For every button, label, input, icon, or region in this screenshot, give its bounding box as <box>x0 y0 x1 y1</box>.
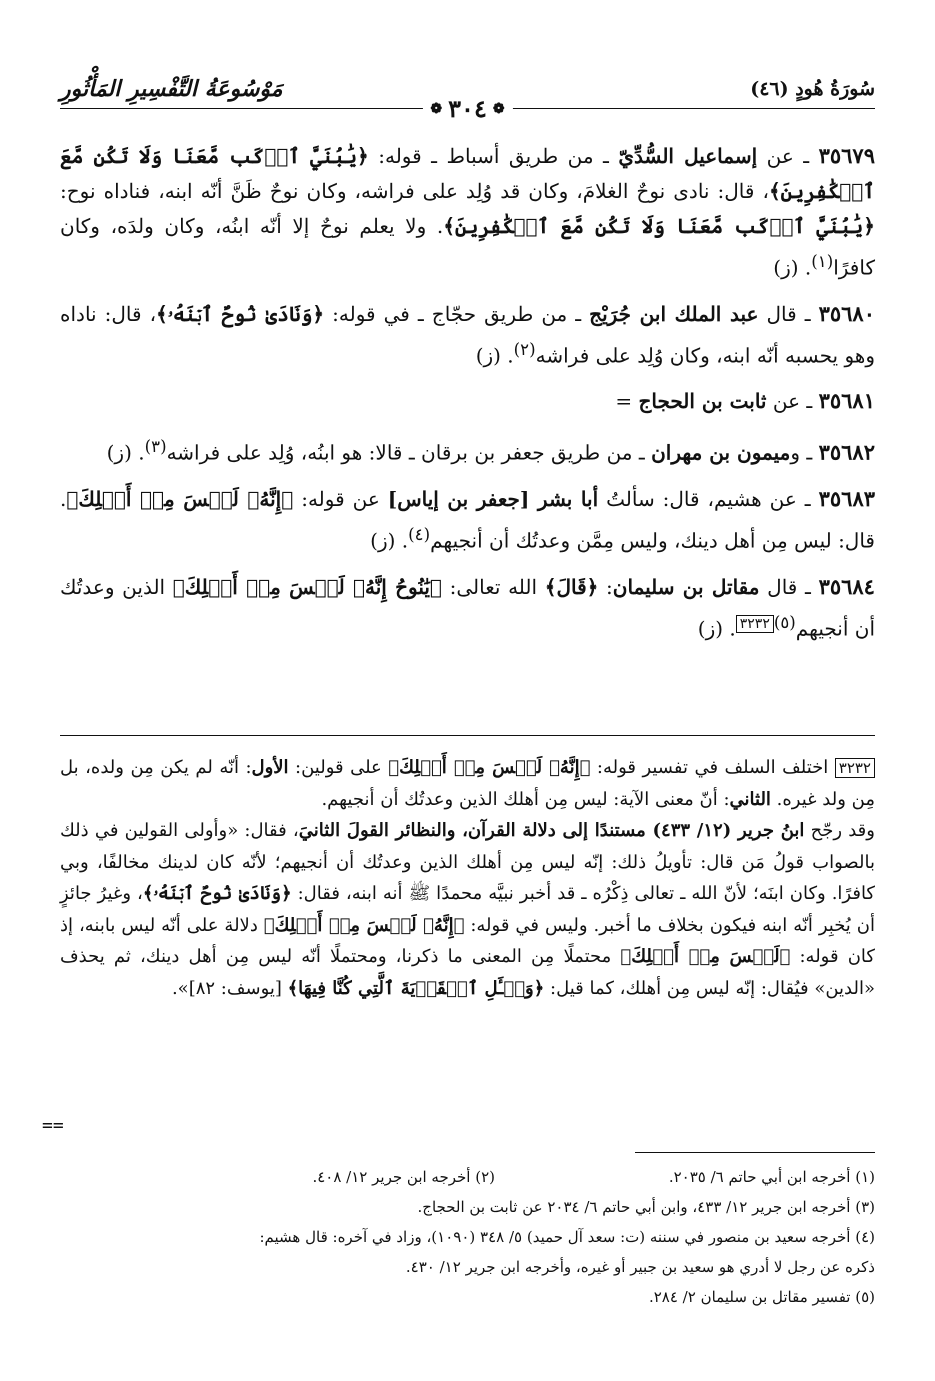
quran-quote: ﴿وَنَادَىٰ نُوحٌ ٱبۡنَهُۥ﴾ <box>142 883 292 904</box>
footnote-marker: (٣) <box>144 437 167 457</box>
entry <box>60 429 875 471</box>
commentary-text: [يوسف: ٨٢]». <box>171 977 288 999</box>
commentary-text: ، فقال: «وأولى القولين في ذلك بالصواب قولُ مَن قال: تأويلُ ذلك: إنّه ليس مِن أهلك الذين وعدتُك أن أنجيهم؛ لأنّه كان لدينك مخالفًا، وبي كافرًا. وكان ابنَه؛ لأنّ الله ـ تعالى ذِكْرُه ـ قد أخبر نبيَّه محمدًا ﷺ أنه ابنه، فقال: <box>60 820 876 904</box>
zawaid-tag: . (ز) <box>106 440 145 465</box>
section-divider <box>60 735 875 736</box>
entry-text: ـ قال <box>758 301 819 326</box>
surah-title: سُورَةُ هُودٍ (٤٦) <box>750 78 875 100</box>
entry-number: ٣٥٦٧٩ <box>818 143 875 168</box>
entry-number: ٣٥٦٨١ <box>818 388 875 414</box>
footnote-1: (١) أخرجه ابن أبي حاتم ٦/ ٢٠٣٥. <box>668 1168 875 1186</box>
page-header <box>60 74 875 124</box>
entry-text: ، قال: ناداه وهو يحسبه أنّه ابنه، وكان وُلِد على فراشه <box>60 301 875 368</box>
footnotes <box>60 1162 875 1312</box>
entry-text: : <box>598 574 613 599</box>
zawaid-tag: . (ز) <box>370 528 409 553</box>
commentary-text: : أنّه لم يكن مِن ولده، بل مِن ولد غيره. <box>60 757 875 810</box>
narrator-name: ميمون بن مهران <box>651 440 791 465</box>
commentary-text: : أنّ معنى الآية: ليس مِن أهلك الذين وعدتُك أن أنجيهم. <box>321 788 730 810</box>
commentary-text: على قولين: <box>288 757 389 778</box>
entry-text: ـ من طريق حجّاج ـ في قوله: <box>324 301 590 326</box>
entry <box>60 138 875 286</box>
entry-text: ـ و <box>790 440 819 465</box>
entry-text: . ولا يعلم نوحٌ إلا أنّه ابنُه، وكان ولدَه، وكان كافرًا <box>60 214 875 280</box>
entry-text: ـ عن <box>757 144 819 168</box>
quran-quote: ﴿لَيۡسَ مِنۡ أَهۡلِكَ﴾ <box>620 946 791 967</box>
narrator-name: ثابت بن الحجاج <box>638 389 767 414</box>
entry-text: الذين وعدتُك أن أنجيهم <box>60 574 875 641</box>
entry-number: ٣٥٦٨٠ <box>818 300 875 326</box>
narrator-name: مقاتل بن سليمان <box>612 574 760 599</box>
zawaid-tag: . (ز) <box>475 343 514 368</box>
footnote-2: (٢) أخرجه ابن جرير ١٢/ ٤٠٨. <box>312 1168 495 1186</box>
preference-basis: مستندًا إلى دلالة القرآن، والنظائر القولَ الثانيَ <box>298 820 646 841</box>
footnote-divider <box>635 1152 875 1153</box>
ibn-jarir-name: ابنُ جرير <box>737 820 805 841</box>
zawaid-tag: . (ز) <box>697 616 736 641</box>
narrator-name: عبد الملك ابن جُرَيْج <box>589 301 759 326</box>
entry-number: ٣٥٦٨٢ <box>818 439 875 465</box>
entry-text: ـ من طريق جعفر بن برقان ـ قالا: هو ابنُه، وُلِد على فراشه <box>166 440 652 465</box>
footnote-5: (٥) تفسير مقاتل بن سليمان ٢/ ٢٨٤. <box>648 1288 875 1306</box>
quran-quote: ﴿قَالَ﴾ <box>544 574 599 599</box>
entry-text: = <box>615 389 639 414</box>
quran-quote: ﴿يَٰبُنَيَّ ٱرۡكَب مَّعَنَا وَلَا تَكُن مَّعَ ٱلۡكَٰفِرِينَ﴾ <box>443 214 875 238</box>
entry-text: ـ عن <box>766 389 819 414</box>
page-number: ٣٠٤ <box>448 94 487 123</box>
first-opinion-label: الأول <box>251 757 289 778</box>
commentary-text: ، وغيرُ جائزٍ أن يُخبِر أنّه ابنه فيكون بخلاف ما أخبر. وليس في قوله: <box>60 883 875 936</box>
quran-quote: ﴿يَٰنُوحُ إِنَّهُۥ لَيۡسَ مِنۡ أَهۡلِكَ﴾ <box>172 574 442 599</box>
entry-number: ٣٥٦٨٣ <box>818 485 876 511</box>
series-title: مَوْسُوعَةُ التَّفْسِيرِ المَأْثُورِ <box>60 76 283 102</box>
commentary-text: وقد رجّح <box>804 820 875 841</box>
entry-text: الله تعالى: <box>441 574 545 599</box>
quran-quote: ﴿إِنَّهُۥ لَيۡسَ مِنۡ أَهۡلِكَ﴾ <box>263 914 465 936</box>
quran-quote: ﴿وَنَادَىٰ نُوحٌ ٱبۡنَهُۥ﴾ <box>156 301 325 326</box>
page-number-block <box>422 94 512 123</box>
quran-quote: ﴿وَسۡـَٔلِ ٱلۡقَرۡيَةَ ٱلَّتِي كُنَّا فِيهَا﴾ <box>287 977 545 999</box>
footnote-marker: (٤) <box>408 524 431 544</box>
footnote-3: (٣) أخرجه ابن جرير ١٢/ ٤٣٣، وابن أبي حاتم ٦/ ٢٠٣٤ عن ثابت بن الحجاج. <box>417 1198 875 1216</box>
quran-quote: ﴿يَٰبُنَيَّ ٱرۡكَب مَّعَنَا وَلَا تَكُن مَّعَ ٱلۡكَٰفِرِينَ﴾ <box>60 144 875 203</box>
footnote-marker: (١) <box>811 252 834 271</box>
entry-text: ـ من طريق أسباط ـ قوله: <box>368 144 619 168</box>
entry <box>60 481 875 559</box>
ornament-icon: ❁ <box>430 100 443 117</box>
footnote-marker: (٥) <box>773 612 796 632</box>
entry-text: ـ عن هشيم، قال: سألتُ <box>598 486 819 511</box>
entry <box>60 296 875 374</box>
entry-number: ٣٥٦٨٤ <box>818 573 875 599</box>
zawaid-tag: . (ز) <box>773 255 812 280</box>
second-opinion-label: الثاني <box>729 788 771 810</box>
quran-quote: ﴿إِنَّهُۥ لَيۡسَ مِنۡ أَهۡلِكَ﴾ <box>66 486 294 511</box>
entry-text: عن قوله: <box>293 486 388 511</box>
commentary-reference[interactable]: ٣٢٣٢ <box>736 615 774 633</box>
entries <box>60 138 875 656</box>
entry-text: ـ قال <box>759 574 819 599</box>
quran-quote: ﴿إِنَّهُۥ لَيۡسَ مِنۡ أَهۡلِكَ﴾ <box>388 757 591 778</box>
commentary-citation: (١٢/ ٤٣٣) <box>645 820 738 841</box>
footnote-4-continued: ذكره عن رجل لا أدري هو سعيد بن جبير أو غيره، وأخرجه ابن جرير ١٢/ ٤٣٠. <box>405 1258 875 1276</box>
footnote-row <box>60 1162 875 1192</box>
commentary-text: اختلف السلف في تفسير قوله: <box>590 757 835 778</box>
commentary-text: دلالة على أنّه ليس بابنه، إذ كان قوله: <box>60 914 875 967</box>
entry-text: ، قال: نادى نوحٌ الغلامَ، وكان قد وُلِد على فراشه، وكان نوحٌ ظَنَّ أنّه ابنه، فناداه نوح: <box>60 179 769 203</box>
entry <box>60 383 875 419</box>
document-page <box>60 0 875 1381</box>
ornament-icon: ❁ <box>492 100 505 117</box>
continuation-marker: == <box>42 1115 64 1136</box>
commentary <box>60 752 875 1004</box>
narrator-name: أبا بشر [جعفر بن إياس] <box>387 486 599 511</box>
footnote-4: (٤) أخرجه سعيد بن منصور في سننه (ت: سعد آل حميد) ٥/ ٣٤٨ (١٠٩٠)، وزاد في آخره: قال هشيم: <box>259 1228 875 1246</box>
entry-text: . قال: ليس مِن أهل دينك، وليس مِمَّن وعدتُك أن أنجيهم <box>60 486 875 553</box>
commentary-number: ٣٢٣٢ <box>835 758 875 778</box>
narrator-name: إسماعيل السُّدِّيّ <box>618 144 758 168</box>
footnote-marker: (٢) <box>513 339 536 359</box>
entry <box>60 569 875 647</box>
commentary-text: محتملًا مِن المعنى ما ذكرنا، ومحتملًا أنّه ليس مِن أهل دينك، ثم يحذف «الدين» فيُقال: إنّه ليس مِن أهلك، كما قيل: <box>60 946 875 999</box>
